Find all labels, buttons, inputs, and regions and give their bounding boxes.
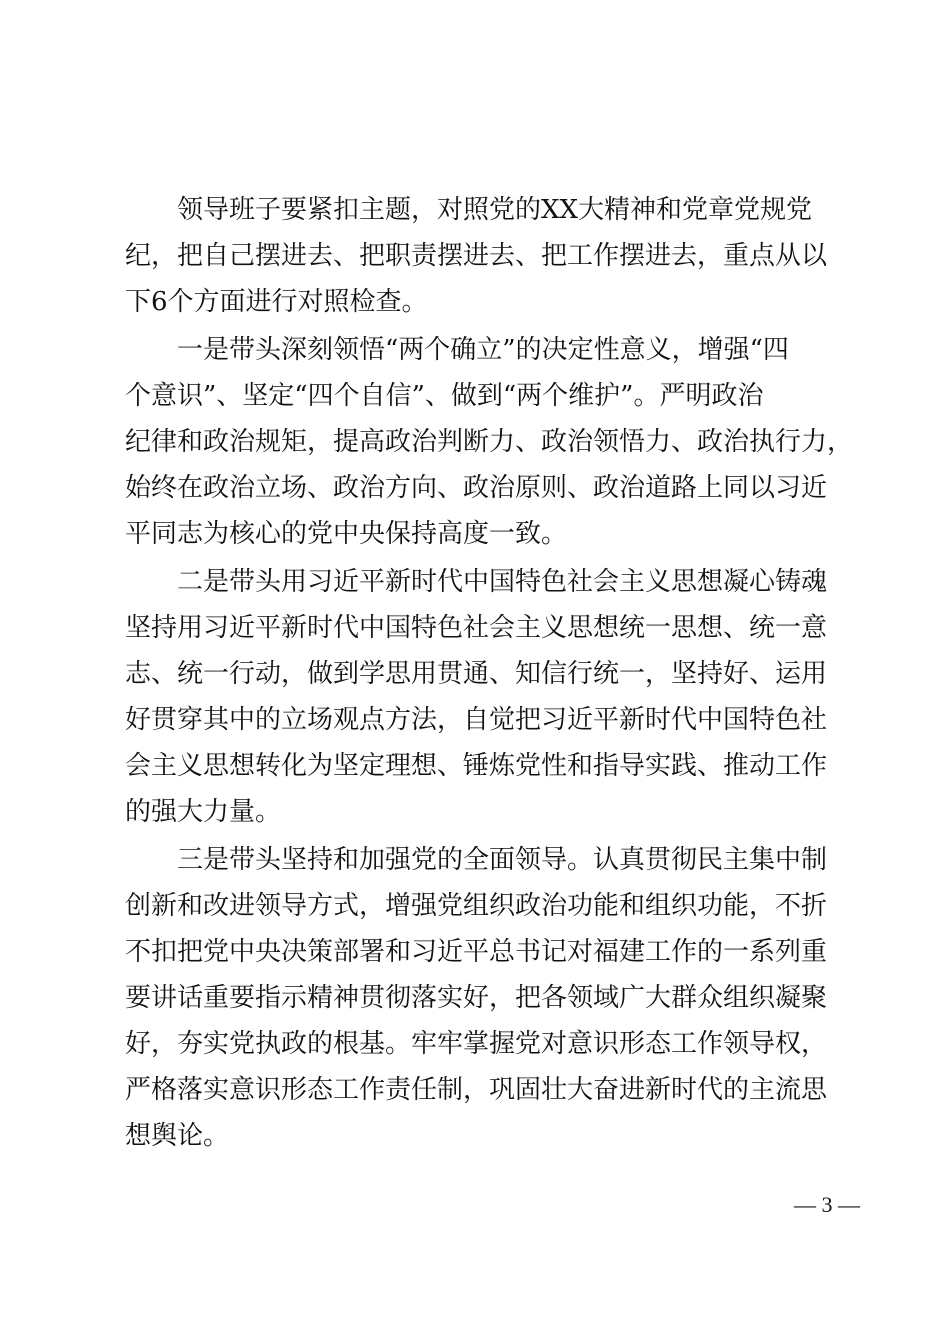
paragraph-1-line-1: 领导班子要紧扣主题，对照党的XX大精神和党章党规党 xyxy=(177,195,813,225)
paragraph-3-line-1: 二是带头用习近平新时代中国特色社会主义思想凝心铸魂 xyxy=(177,567,828,597)
paragraph-2-line-5: 平同志为核心的党中央保持高度一致。 xyxy=(125,519,568,549)
paragraph-2-line-2: 个意识”、坚定“四个自信”、做到“两个维护”。严明政治 xyxy=(125,381,764,411)
paragraph-4-line-5: 好，夯实党执政的根基。牢牢掌握党对意识形态工作领导权， xyxy=(125,1029,828,1059)
paragraph-4-line-7: 想舆论。 xyxy=(125,1121,230,1151)
paragraph-4-line-3: 不扣把党中央决策部署和习近平总书记对福建工作的一系列重 xyxy=(125,937,828,967)
paragraph-3-line-5: 会主义思想转化为坚定理想、锤炼党性和指导实践、推动工作 xyxy=(125,751,828,781)
paragraph-2-line-1: 一是带头深刻领悟“两个确立”的决定性意义，增强“四 xyxy=(177,335,789,365)
paragraph-4-line-6: 严格落实意识形态工作责任制，巩固壮大奋进新时代的主流思 xyxy=(125,1075,828,1105)
paragraph-3-line-6: 的强大力量。 xyxy=(125,797,282,827)
page-number: — 3 — xyxy=(794,1192,860,1217)
paragraph-3-line-3: 志、统一行动，做到学思用贯通、知信行统一，坚持好、运用 xyxy=(125,659,828,689)
paragraph-3-line-2: 坚持用习近平新时代中国特色社会主义思想统一思想、统一意 xyxy=(125,613,828,643)
paragraph-1-line-3: 下6个方面进行对照检查。 xyxy=(125,287,428,317)
paragraph-2-line-4: 始终在政治立场、政治方向、政治原则、政治道路上同以习近 xyxy=(125,473,828,503)
paragraph-4-line-4: 要讲话重要指示精神贯彻落实好，把各领域广大群众组织凝聚 xyxy=(125,983,828,1013)
paragraph-4-line-1: 三是带头坚持和加强党的全面领导。认真贯彻民主集中制 xyxy=(177,845,828,875)
paragraph-3-line-4: 好贯穿其中的立场观点方法，自觉把习近平新时代中国特色社 xyxy=(125,705,828,735)
paragraph-4-line-2: 创新和改进领导方式，增强党组织政治功能和组织功能，不折 xyxy=(125,891,828,921)
paragraph-2-line-3: 纪律和政治规矩，提高政治判断力、政治领悟力、政治执行力， xyxy=(125,427,854,457)
paragraph-1-line-2: 纪，把自己摆进去、把职责摆进去、把工作摆进去，重点从以 xyxy=(125,241,828,271)
